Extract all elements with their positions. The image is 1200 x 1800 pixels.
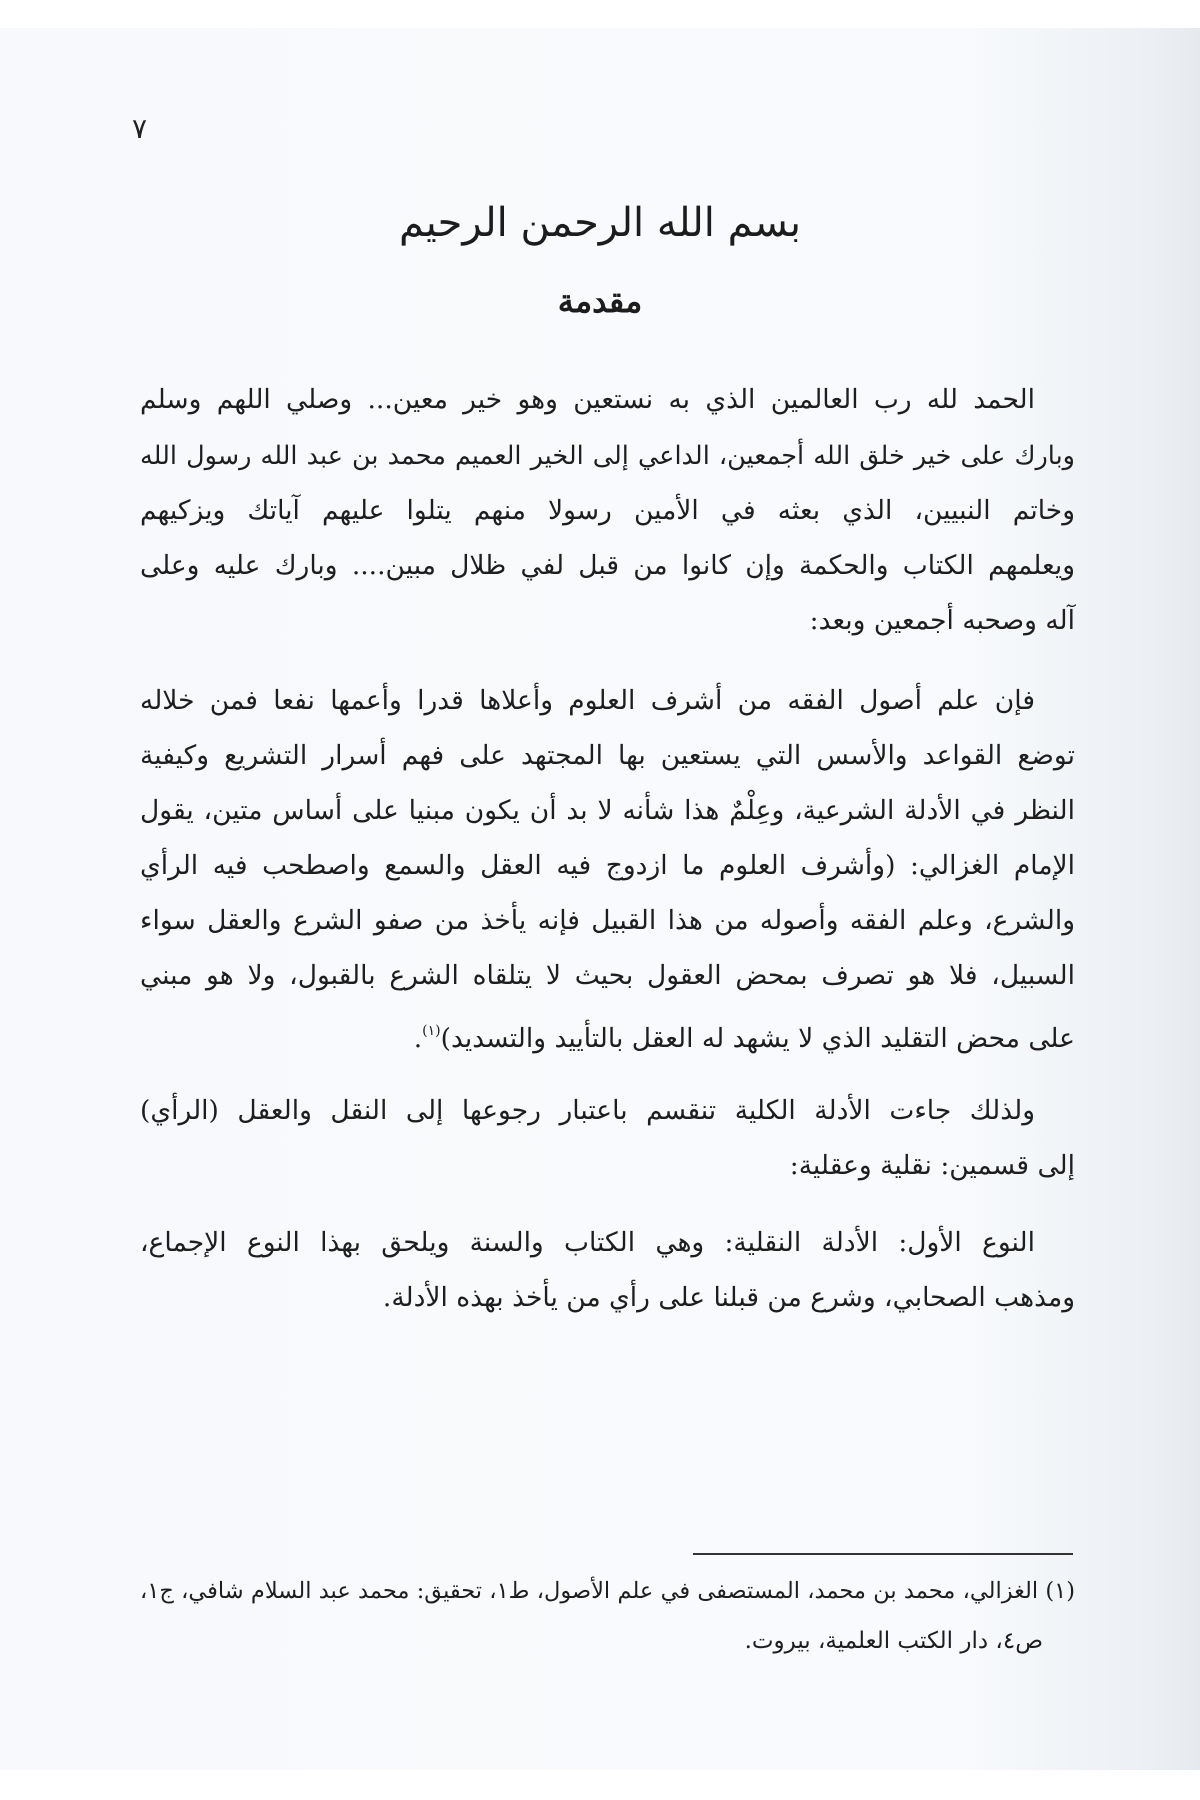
paragraph-2-line-6: السبيل، فلا هو تصرف بمحض العقول بحيث لا يتلقاه الشرع بالقبول، ولا هو مبني — [140, 960, 1075, 991]
paragraph-2-line-4: الإمام الغزالي: (وأشرف العلوم ما ازدوج فيه العقل والسمع واصطحب فيه الرأي — [140, 850, 1075, 881]
section-title: مقدمة — [557, 282, 643, 320]
page-number: ٧ — [132, 112, 148, 145]
basmala-heading: بسم الله الرحمن الرحيم — [398, 200, 802, 246]
paragraph-1-line-5: آله وصحبه أجمعين وبعد: — [809, 605, 1075, 636]
paragraph-1-line-1: الحمد لله رب العالمين الذي به نستعين وهو خير معين... وصلي اللهم وسلم — [140, 384, 1035, 415]
paragraph-1-line-4: ويعلمهم الكتاب والحكمة وإن كانوا من قبل لفي ظلال مبين.... وبارك عليه وعلى — [140, 550, 1075, 581]
paragraph-1-line-3: وخاتم النبيين، الذي بعثه في الأمين رسولا منهم يتلوا عليهم آياتك ويزكيهم — [140, 495, 1075, 526]
footnote-1-line-1: (١) الغزالي، محمد بن محمد، المستصفى في علم الأصول، ط١، تحقيق: محمد عبد السلام شافي، ج١، — [140, 1578, 1076, 1604]
paragraph-2-line-2: توضع القواعد والأسس التي يستعين بها المجتهد على فهم أسرار التشريع وكيفية — [140, 740, 1076, 771]
paragraph-4-line-2: ومذهب الصحابي، وشرع من قبلنا على رأي من يأخذ بهذه الأدلة. — [382, 1282, 1075, 1313]
footnote-1-line-2: ص٤، دار الكتب العلمية، بيروت. — [744, 1628, 1043, 1654]
paragraph-2-line-1: فإن علم أصول الفقه من أشرف العلوم وأعلاها قدرا وأعمها نفعا فمن خلاله — [140, 685, 1035, 716]
paragraph-2-end-punctuation: . — [413, 1023, 423, 1054]
paragraph-2-line-3: النظر في الأدلة الشرعية، وعِلْمٌ هذا شأنه لا بد أن يكون مبنيا على أساس متين، يقول — [140, 795, 1075, 826]
paragraph-1-line-2: وبارك على خير خلق الله أجمعين، الداعي إلى الخير العميم محمد بن عبد الله رسول الله — [140, 441, 1075, 471]
footnote-reference-1[interactable]: (١) — [422, 1023, 441, 1039]
paragraph-3-line-2: إلى قسمين: نقلية وعقلية: — [789, 1150, 1075, 1181]
footnote-separator — [693, 1553, 1073, 1555]
paragraph-2-line-7-text: على محض التقليد الذي لا يشهد له العقل بالتأييد والتسديد) — [440, 1023, 1075, 1054]
paragraph-4-line-1: النوع الأول: الأدلة النقلية: وهي الكتاب والسنة ويلحق بهذا النوع الإجماع، — [140, 1227, 1035, 1258]
paragraph-3-line-1: ولذلك جاءت الأدلة الكلية تنقسم باعتبار رجوعها إلى النقل والعقل (الرأي) — [140, 1095, 1035, 1126]
paragraph-2-line-7 — [140, 1011, 1075, 1054]
book-page — [0, 28, 1200, 1770]
paragraph-2-line-5: والشرع، وعلم الفقه وأصوله من هذا القبيل فإنه يأخذ من صفو الشرع والعقل سواء — [140, 905, 1075, 936]
